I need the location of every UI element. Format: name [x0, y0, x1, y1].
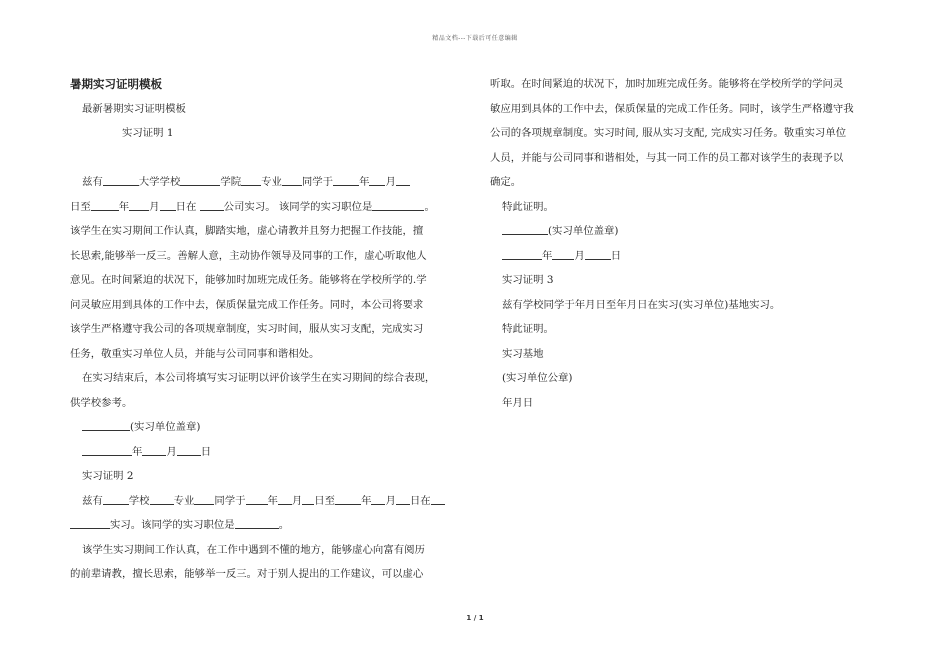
cert2-fill-line-1: 兹有 学校 专业 同学于 年 月 日至 年 月 日在 [70, 489, 460, 514]
cert2-proof: 特此证明。 [502, 200, 554, 213]
cert1-heading: 实习证明 1 [122, 127, 174, 139]
cert3-date: 年月日 [502, 396, 534, 409]
cert2-seal-line: (实习单位盖章) [490, 219, 880, 244]
cert3-heading: 实习证明 3 [502, 274, 554, 286]
left-column [70, 72, 460, 587]
right-column [490, 72, 880, 415]
cert1-body-line: 意见。在时间紧迫的状况下，能够加时加班完成任务。能够将在学校所学的.学 [70, 274, 427, 286]
cert2-fill-line-2: 实习。该同学的实习职位是 。 [70, 513, 460, 538]
cert1-paragraph-2: 在实习结束后，本公司将填写实习证明以评价该学生在实习期间的综合表现， [82, 372, 436, 384]
cert2-body-cont: 敏应用到具体的工作中去，保质保量的完成工作任务。同时，该学生严格遵守我 [490, 102, 854, 115]
cert1-body-line: 任务，敬重实习单位人员，并能与公司同事和谐相处。 [70, 347, 320, 360]
cert1-body-line: 问灵敏应用到具体的工作中去，保质保量完成工作任务。同时，本公司将要求 [70, 298, 424, 311]
cert1-date-line: 年 月 日 [70, 440, 460, 465]
cert2-date-line: 年 月 日 [490, 244, 880, 269]
cert1-body-line: 该学生在实习期间工作认真，脚踏实地，虚心请教并且努力把握工作技能，擅 [70, 225, 424, 237]
cert1-body-line: 长思索,能够举一反三。善解人意，主动协作领导及同事的工作，虚心听取他人 [70, 249, 427, 262]
cert3-seal: (实习单位公章) [502, 372, 573, 384]
cert3-base: 实习基地 [502, 347, 544, 360]
cert2-body-cont: 确定。 [490, 176, 522, 188]
cert2-heading: 实习证明 2 [82, 470, 134, 482]
document-title: 暑期实习证明模板 [70, 77, 162, 91]
page-number: 1 / 1 [466, 614, 484, 622]
cert2-body-cont: 人员，并能与公司同事和谐相处，与其一同工作的员工都对该学生的表现予以 [490, 151, 844, 164]
cert2-body-cont: 听取。在时间紧迫的状况下，加时加班完成任务。能够将在学校所学的学问灵 [490, 78, 844, 90]
cert2-body-line: 该学生实习期间工作认真，在工作中遇到不懂的地方，能够虚心向富有阅历 [82, 543, 425, 556]
cert1-fill-line-1: 兹有 大学学校 学院 专业 同学于 年 月 [70, 170, 460, 195]
document-subtitle: 最新暑期实习证明模板 [82, 102, 186, 115]
cert1-fill-line-2: 日至 年 月 日在 公司实习。 该同学的实习职位是 。 [70, 200, 435, 213]
cert1-seal-line: (实习单位盖章) [70, 415, 460, 440]
cert1-body-line: 该学生严格遵守我公司的各项规章制度，实习时间，服从实习支配，完成实习 [70, 323, 424, 335]
cert3-text: 兹有学校同学于年月日至年月日在实习(实习单位)基地实习。 [502, 298, 781, 311]
page-header: 精品文档---下载后可任意编辑 [432, 35, 518, 42]
cert2-body-cont: 公司的各项规章制度。实习时间, 服从实习支配, 完成实习任务。敬重实习单位 [490, 127, 847, 139]
cert1-paragraph-2-cont: 供学校参考。 [70, 396, 133, 409]
cert3-proof: 特此证明。 [502, 323, 554, 335]
cert2-body-line: 的前辈请教，擅长思索，能够举一反三。对于别人提出的工作建议，可以虚心 [70, 568, 424, 580]
